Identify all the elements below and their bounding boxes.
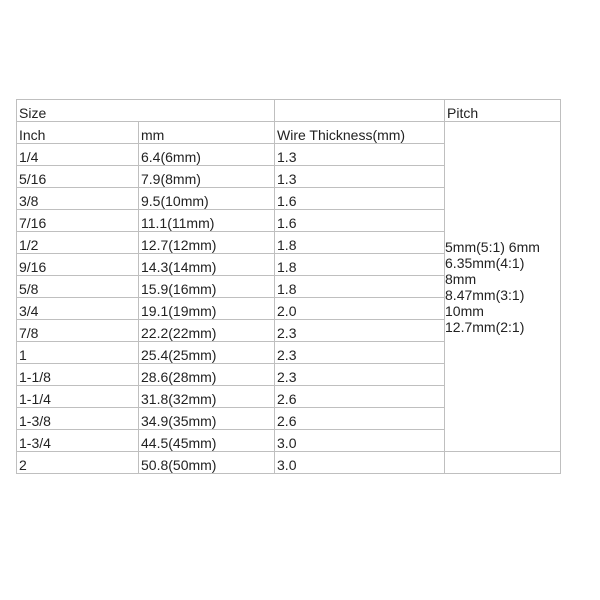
mm-cell: 19.1(19mm) xyxy=(139,298,275,320)
pitch-value: 10mm xyxy=(445,302,484,319)
size-header: Size xyxy=(17,100,275,122)
inch-header: Inch xyxy=(17,122,139,144)
mm-cell: 14.3(14mm) xyxy=(139,254,275,276)
wire-cell: 3.0 xyxy=(275,452,445,474)
table-row xyxy=(17,452,561,474)
wire-cell: 1.8 xyxy=(275,276,445,298)
inch-cell: 1 xyxy=(17,342,139,364)
inch-cell: 2 xyxy=(17,452,139,474)
wire-cell: 2.3 xyxy=(275,342,445,364)
mm-cell: 44.5(45mm) xyxy=(139,430,275,452)
pitch-values-cell xyxy=(445,122,561,452)
inch-cell: 1/4 xyxy=(17,144,139,166)
wire-cell: 1.3 xyxy=(275,144,445,166)
inch-cell: 7/16 xyxy=(17,210,139,232)
header-row-size xyxy=(17,100,561,122)
mm-cell: 15.9(16mm) xyxy=(139,276,275,298)
inch-cell: 1-3/4 xyxy=(17,430,139,452)
mm-cell: 11.1(11mm) xyxy=(139,210,275,232)
header-row-columns xyxy=(17,122,561,144)
pitch-value: 6.35mm(4:1) xyxy=(445,254,525,271)
wire-cell: 1.6 xyxy=(275,188,445,210)
wire-cell: 3.0 xyxy=(275,430,445,452)
mm-cell: 9.5(10mm) xyxy=(139,188,275,210)
inch-cell: 1-1/8 xyxy=(17,364,139,386)
inch-cell: 1/2 xyxy=(17,232,139,254)
mm-cell: 25.4(25mm) xyxy=(139,342,275,364)
pitch-value: 8mm xyxy=(445,270,477,287)
mm-cell: 28.6(28mm) xyxy=(139,364,275,386)
wire-cell: 1.6 xyxy=(275,210,445,232)
mm-cell: 7.9(8mm) xyxy=(139,166,275,188)
mm-cell: 12.7(12mm) xyxy=(139,232,275,254)
mm-cell: 31.8(32mm) xyxy=(139,386,275,408)
mm-header: mm xyxy=(139,122,275,144)
inch-cell: 3/4 xyxy=(17,298,139,320)
wire-cell: 2.3 xyxy=(275,320,445,342)
wire-cell: 1.8 xyxy=(275,254,445,276)
wire-cell: 2.3 xyxy=(275,364,445,386)
mm-cell: 22.2(22mm) xyxy=(139,320,275,342)
empty-pitch-cell xyxy=(445,452,561,474)
wire-cell: 2.6 xyxy=(275,408,445,430)
size-spec-table xyxy=(16,99,561,474)
inch-cell: 5/16 xyxy=(17,166,139,188)
inch-cell: 3/8 xyxy=(17,188,139,210)
pitch-value: 12.7mm(2:1) xyxy=(445,318,525,335)
inch-cell: 1-1/4 xyxy=(17,386,139,408)
inch-cell: 5/8 xyxy=(17,276,139,298)
pitch-header: Pitch xyxy=(445,100,561,122)
inch-cell: 7/8 xyxy=(17,320,139,342)
wire-cell: 1.8 xyxy=(275,232,445,254)
wire-thickness-header: Wire Thickness(mm) xyxy=(275,122,445,144)
wire-cell: 2.0 xyxy=(275,298,445,320)
empty-header-cell xyxy=(275,100,445,122)
mm-cell: 34.9(35mm) xyxy=(139,408,275,430)
pitch-value: 8.47mm(3:1) xyxy=(445,286,525,303)
mm-cell: 50.8(50mm) xyxy=(139,452,275,474)
wire-cell: 2.6 xyxy=(275,386,445,408)
inch-cell: 1-3/8 xyxy=(17,408,139,430)
pitch-value: 5mm(5:1) 6mm xyxy=(445,238,540,255)
inch-cell: 9/16 xyxy=(17,254,139,276)
wire-cell: 1.3 xyxy=(275,166,445,188)
mm-cell: 6.4(6mm) xyxy=(139,144,275,166)
